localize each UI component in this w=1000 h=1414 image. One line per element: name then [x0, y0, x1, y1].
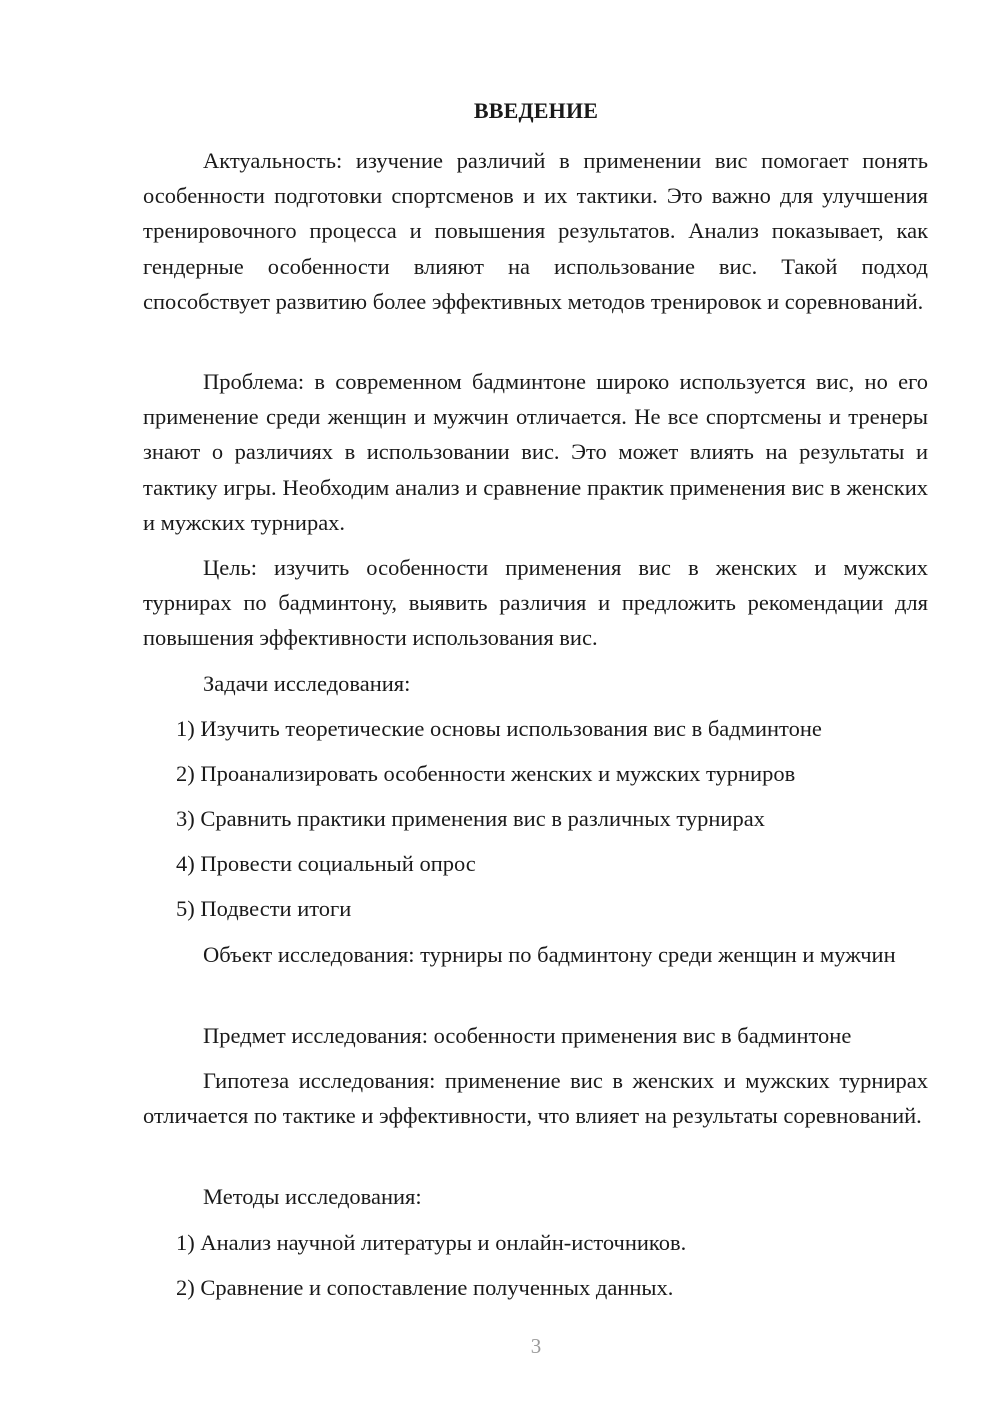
relevance-paragraph: Актуальность: изучение различий в применении вис помогает понять особенности подготовки спортсменов и их тактики. Это важно для улучшения тренировочного процесса и повышения результатов. Анализ показывает, как гендерные особенности влияют на использование вис. Такой подход способствует развитию более эффективных методов тренировок и соревнований.: [143, 148, 928, 314]
task-item-3: 3) Сравнить практики применения вис в различных турнирах: [176, 806, 765, 831]
task-item-1: 1) Изучить теоретические основы использования вис в бадминтоне: [176, 716, 822, 741]
methods-heading: Методы исследования:: [203, 1184, 422, 1209]
page-number: 3: [530, 1334, 542, 1358]
page-title: ВВЕДЕНИЕ: [473, 98, 599, 123]
problem-paragraph: Проблема: в современном бадминтоне широко используется вис, но его применение среди женщин и мужчин отличается. Не все спортсмены и тренеры знают о различиях в использовании вис. Это может влиять на результаты и тактику игры. Необходим анализ и сравнение практик применения вис в женских и мужских турнирах.: [143, 369, 928, 535]
tasks-heading: Задачи исследования:: [203, 671, 411, 696]
object-paragraph: Объект исследования: турниры по бадминтону среди женщин и мужчин: [203, 942, 896, 967]
goal-paragraph: Цель: изучить особенности применения вис в женских и мужских турнирах по бадминтону, выявить различия и предложить рекомендации для повышения эффективности использования вис.: [143, 555, 928, 651]
task-item-5: 5) Подвести итоги: [176, 896, 352, 921]
method-item-2: 2) Сравнение и сопоставление полученных данных.: [176, 1275, 674, 1300]
hypothesis-paragraph: Гипотеза исследования: применение вис в женских и мужских турнирах отличается по тактике и эффективности, что влияет на результаты соревнований.: [143, 1068, 928, 1129]
task-item-2: 2) Проанализировать особенности женских и мужских турниров: [176, 761, 796, 786]
method-item-1: 1) Анализ научной литературы и онлайн-источников.: [176, 1230, 687, 1255]
subject-paragraph: Предмет исследования: особенности применения вис в бадминтоне: [203, 1023, 852, 1048]
task-item-4: 4) Провести социальный опрос: [176, 851, 476, 876]
